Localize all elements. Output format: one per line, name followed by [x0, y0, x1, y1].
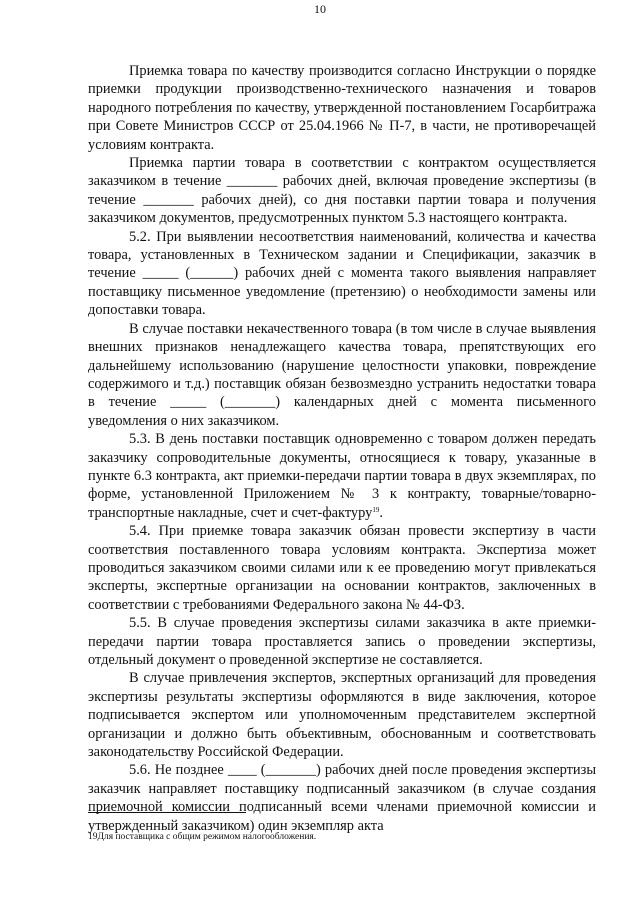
paragraph-clause-5-6: 5.6. Не позднее ____ (_______) рабочих дней после проведения экспертизы заказчик направляет поставщику подписанный заказчиком (в случае создания приемочной комиссии подписанный всеми членами приемочной комиссии и утвержденный заказчиком) один экземпляр акта [88, 762, 596, 834]
paragraph-external-experts: В случае привлечения экспертов, экспертных организаций для проведения экспертизы результаты экспертизы оформляются в виде заключения, которое подписывается экспертом или уполномоченным представителем экспертной организации и должно быть объективным, обоснованным и соответствовать законодательству Российской Федерации. [88, 670, 596, 761]
paragraph-clause-5-2: 5.2. При выявлении несоответствия наименований, количества и качества товара, установленных в Техническом задании и Спецификации, заказчик в течение _____ (______) рабочих дней с момента такого выявления направляет поставщику письменное уведомление (претензию) о необходимости замены или допоставки товара. [88, 228, 596, 319]
paragraph-quality-acceptance: Приемка товара по качеству производится согласно Инструкции о порядке приемки продукции производственно-технического назначения и товаров народного потребления по качеству, утвержденной постановлением Госарбитража при Совете Министров СССР от 25.04.1966 № П-7, в части, не противоречащей условиям контракта. [88, 63, 596, 153]
page-number: 10 [314, 2, 326, 16]
paragraph-clause-5-3 [88, 430, 596, 522]
document-body [88, 62, 596, 835]
footnote-divider [88, 812, 246, 813]
footnote: 19Для поставщика с общим режимом налогообложения. [88, 832, 317, 842]
paragraph-clause-5-5: 5.5. В случае проведения экспертизы силами заказчика в акте приемки-передачи партии товара проставляется запись о проведении экспертизы, отдельный документ о проведенной экспертизе не составляется. [88, 615, 596, 668]
clause-5-3-end: . [379, 504, 383, 521]
paragraph-batch-acceptance: Приемка партии товара в соответствии с контрактом осуществляется заказчиком в течение _______ рабочих дней, включая проведение экспертизы (в течение _______ рабочих дней), со дня поставки партии товара и получения заказчиком документов, предусмотренных пунктом 5.3 настоящего контракта. [88, 155, 596, 227]
footnote-reference: 19 [372, 505, 380, 514]
paragraph-clause-5-4: 5.4. При приемке товара заказчик обязан провести экспертизу в части соответствия поставленного товара условиям контракта. Экспертиза может проводиться заказчиком своими силами или к ее проведению могут привлекаться эксперты, экспертные организации на основании контрактов, заключенных в соответствии с требованиями Федерального закона № 44-ФЗ. [88, 523, 596, 613]
clause-5-3-text: 5.3. В день поставки поставщик одновременно с товаром должен передать заказчику сопроводительные документы, относящиеся к товару, указанные в пункте 6.3 контракта, акт приемки-передачи партии товара в двух экземплярах, по форме, установленной Приложением № 3 к контракту, товарные/товарно-транспортные накладные, счет и счет-фактуру [88, 431, 596, 521]
paragraph-defective-goods: В случае поставки некачественного товара (в том числе в случае выявления внешних признаков ненадлежащего качества товара, препятствующих его дальнейшему использованию (нарушение целостности упаковки, повреждение содержимого и т.д.) поставщик обязан безвозмездно устранить недостатки товара в течение _____ (_______) календарных дней с момента письменного уведомления о них заказчиком. [88, 320, 596, 429]
